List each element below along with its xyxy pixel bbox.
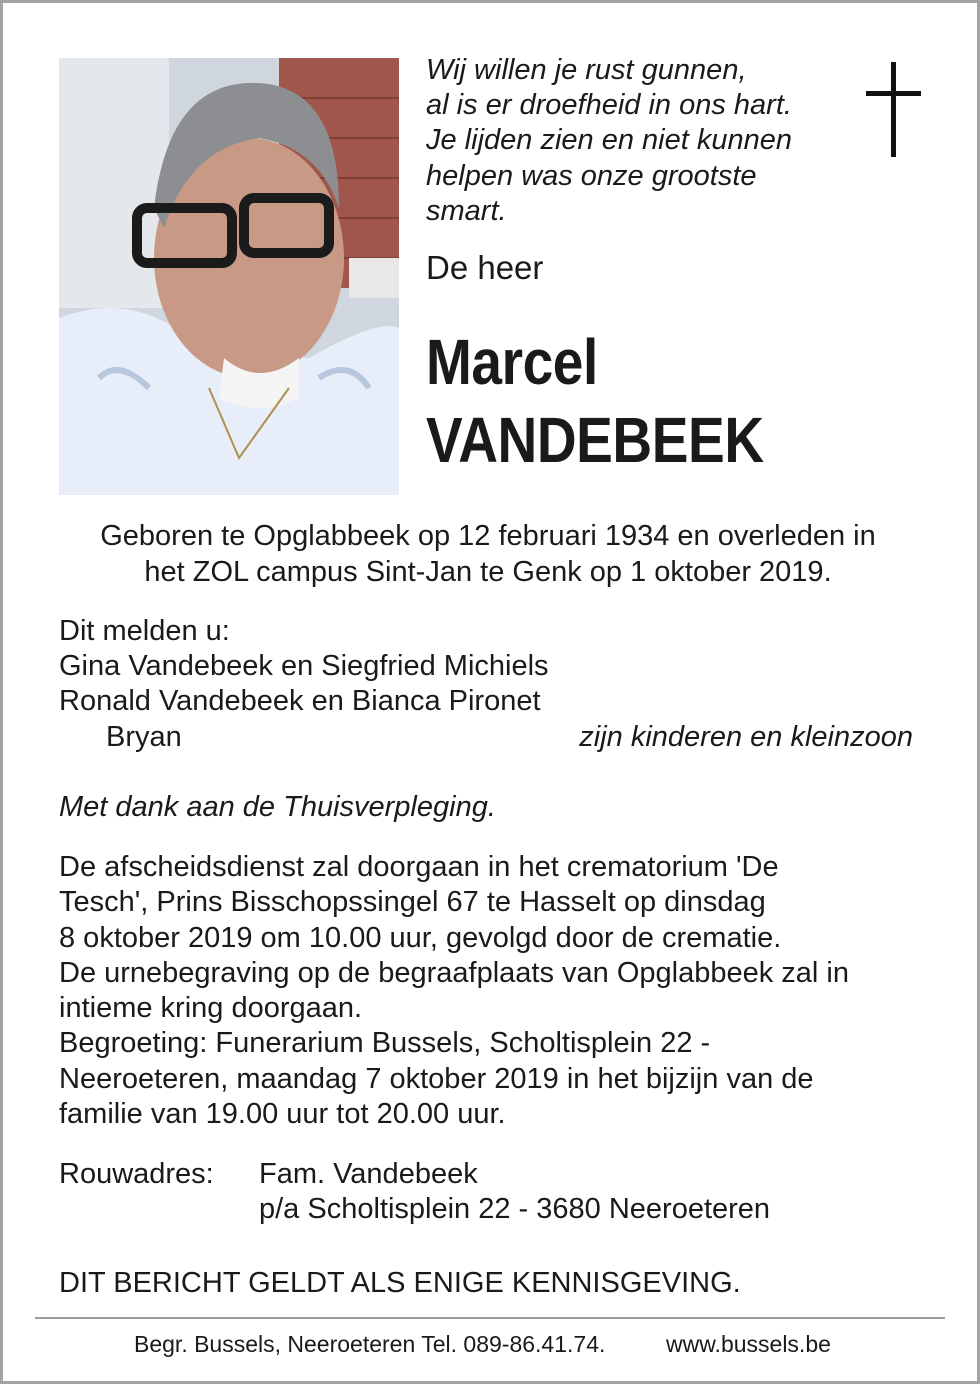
footer-website[interactable]: www.bussels.be — [666, 1331, 831, 1357]
family-member: Gina Vandebeek en Siegfried Michiels — [59, 650, 549, 682]
cross-icon — [891, 62, 896, 157]
poem-line: al is er droefheid in ons hart. — [426, 89, 792, 121]
thanks: Met dank aan de Thuisverpleging. — [59, 791, 496, 823]
poem-line: Je lijden zien en niet kunnen — [426, 124, 792, 156]
cross-icon-bar — [866, 91, 921, 96]
service-line: intieme kring doorgaan. — [59, 992, 363, 1024]
service-line: Neeroeteren, maandag 7 oktober 2019 in het bijzijn van de — [59, 1063, 814, 1095]
last-name: VANDEBEEK — [426, 404, 764, 476]
address-label: Rouwadres: — [59, 1158, 214, 1190]
notice: DIT BERICHT GELDT ALS ENIGE KENNISGEVING. — [59, 1267, 741, 1299]
service-line: familie van 19.00 uur tot 20.00 uur. — [59, 1098, 506, 1130]
service-line: Begroeting: Funerarium Bussels, Scholtisplein 22 - — [59, 1027, 711, 1059]
service-line: 8 oktober 2019 om 10.00 uur, gevolgd door de crematie. — [59, 922, 782, 954]
service-line: De urnebegraving op de begraafplaats van Opglabbeek zal in — [59, 957, 849, 989]
portrait-photo — [59, 58, 399, 495]
poem-line: smart. — [426, 195, 507, 227]
announced-by: Dit melden u: — [59, 615, 230, 647]
service-line: De afscheidsdienst zal doorgaan in het crematorium 'De — [59, 851, 779, 883]
first-name: Marcel — [426, 326, 598, 398]
divider — [35, 1317, 945, 1319]
poem-line: helpen was onze grootste — [426, 160, 757, 192]
grandson: Bryan — [106, 721, 182, 753]
address-line: Fam. Vandebeek — [259, 1158, 478, 1190]
honorific: De heer — [426, 249, 544, 286]
relation: zijn kinderen en kleinzoon — [579, 721, 913, 753]
birth-death-line: Geboren te Opglabbeek op 12 februari 1934 en overleden in — [100, 520, 876, 552]
birth-death-line: het ZOL campus Sint-Jan te Genk op 1 oktober 2019. — [144, 556, 832, 588]
service-line: Tesch', Prins Bisschopssingel 67 te Hasselt op dinsdag — [59, 886, 766, 918]
family-member: Ronald Vandebeek en Bianca Pironet — [59, 685, 541, 717]
address-line: p/a Scholtisplein 22 - 3680 Neeroeteren — [259, 1193, 771, 1225]
footer-company: Begr. Bussels, Neeroeteren Tel. 089-86.41.74. — [134, 1331, 606, 1357]
poem-line: Wij willen je rust gunnen, — [426, 54, 747, 86]
